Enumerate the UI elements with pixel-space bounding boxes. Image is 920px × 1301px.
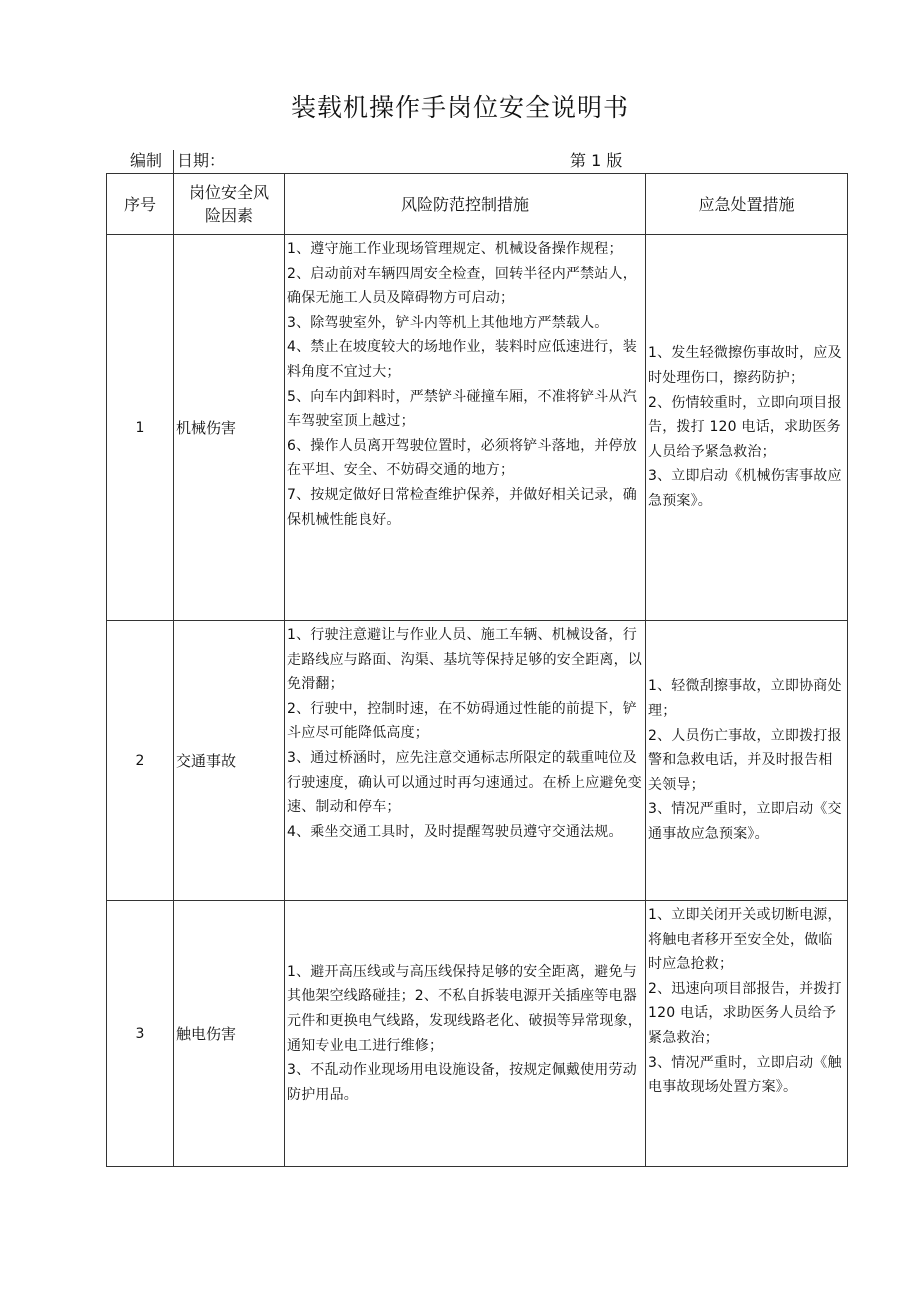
emergency-item: 3、情况严重时，立即启动《交通事故应急预案》。 [648, 801, 842, 842]
header-measures: 风险防范控制措施 [285, 174, 646, 235]
measure-item: 5、向车内卸料时，严禁铲斗碰撞车厢，不准将铲斗从汽车驾驶室顶上越过； [287, 388, 637, 430]
measure-item: 7、按规定做好日常检查维护保养，并做好相关记录，确保机械性能良好。 [287, 486, 637, 528]
table-row [107, 621, 848, 901]
table-row [107, 235, 848, 621]
emergency-item: 1、立即关闭开关或切断电源，将触电者移开至安全处，做临时应急抢救； [648, 907, 842, 973]
risk-factor: 机械伤害 [174, 235, 285, 621]
measure-item: 1、避开高压线或与高压线保持足够的安全距离，避免与其他架空线路碰挂；2、不私自拆装电源开关插座等电器元件和更换电气线路，发现线路老化、破损等异常现象，通知专业电工进行维修； [287, 963, 642, 1054]
emergency-item: 3、立即启动《机械伤害事故应急预案》。 [648, 468, 842, 509]
measure-item: 6、操作人员离开驾驶位置时，必须将铲斗落地，并停放在平坦、安全、不妨碍交通的地方； [287, 437, 637, 479]
emergency-measures [646, 235, 848, 621]
row-number: 1 [107, 235, 174, 621]
measure-item: 1、遵守施工作业现场管理规定、机械设备操作规程； [287, 241, 623, 257]
risk-table [106, 173, 848, 1167]
emergency-measures [646, 621, 848, 901]
measure-item: 2、启动前对车辆四周安全检查，回转半径内严禁站人，确保无施工人员及障碍物方可启动； [287, 265, 637, 307]
emergency-measures [646, 901, 848, 1167]
header-emergency: 应急处置措施 [646, 174, 848, 235]
measure-item: 3、通过桥涵时，应先注意交通标志所限定的载重吨位及行驶速度，确认可以通过时再匀速通过。在桥上应避免变速、制动和停车； [287, 749, 642, 816]
row-number: 2 [107, 621, 174, 901]
emergency-item: 3、情况严重时，立即启动《触电事故现场处置方案》。 [648, 1054, 842, 1096]
risk-factor: 触电伤害 [174, 901, 285, 1167]
date-label: 日期： [177, 151, 226, 170]
measure-item: 1、行驶注意避让与作业人员、施工车辆、机械设备，行走路线应与路面、沟渠、基坑等保持足够的安全距离，以免滑翻； [287, 627, 642, 693]
risk-factor: 交通事故 [174, 621, 285, 901]
control-measures [285, 621, 646, 901]
emergency-item: 1、轻微刮擦事故，立即协商处理； [648, 678, 842, 720]
measure-item: 3、除驾驶室外，铲斗内等机上其他地方严禁载人。 [287, 314, 609, 331]
control-measures [285, 901, 646, 1167]
table-header-row [107, 174, 848, 235]
version-label: 第 1 版 [570, 151, 623, 170]
page-title: 装载机操作手岗位安全说明书 [290, 93, 629, 122]
emergency-item: 2、伤情较重时，立即向项目报告，拨打 120 电话，求助医务人员给予紧急救治； [648, 394, 842, 460]
emergency-item: 2、迅速向项目部报告，并拨打 120 电话，求助医务人员给予紧急救治； [648, 980, 842, 1046]
measure-item: 4、禁止在坡度较大的场地作业，装料时应低速进行，装料角度不宜过大； [287, 339, 637, 380]
table-row [107, 901, 848, 1167]
control-measures [285, 235, 646, 621]
emergency-item: 1、发生轻微擦伤事故时，应及时处理伤口，擦药防护； [648, 345, 842, 387]
measure-item: 3、不乱动作业现场用电设施设备，按规定佩戴使用劳动防护用品。 [287, 1062, 637, 1103]
compile-label: 编制 [130, 151, 163, 170]
emergency-item: 2、人员伤亡事故，立即拨打报警和急救电话，并及时报告相关领导； [648, 727, 842, 793]
measure-item: 4、乘坐交通工具时，及时提醒驾驶员遵守交通法规。 [287, 823, 623, 840]
measure-item: 2、行驶中，控制时速，在不妨碍通过性能的前提下，铲斗应尽可能降低高度； [287, 700, 637, 742]
header-risk: 岗位安全风险因素 [174, 174, 285, 235]
row-number: 3 [107, 901, 174, 1167]
meta-divider [173, 150, 174, 173]
header-no: 序号 [107, 174, 174, 235]
